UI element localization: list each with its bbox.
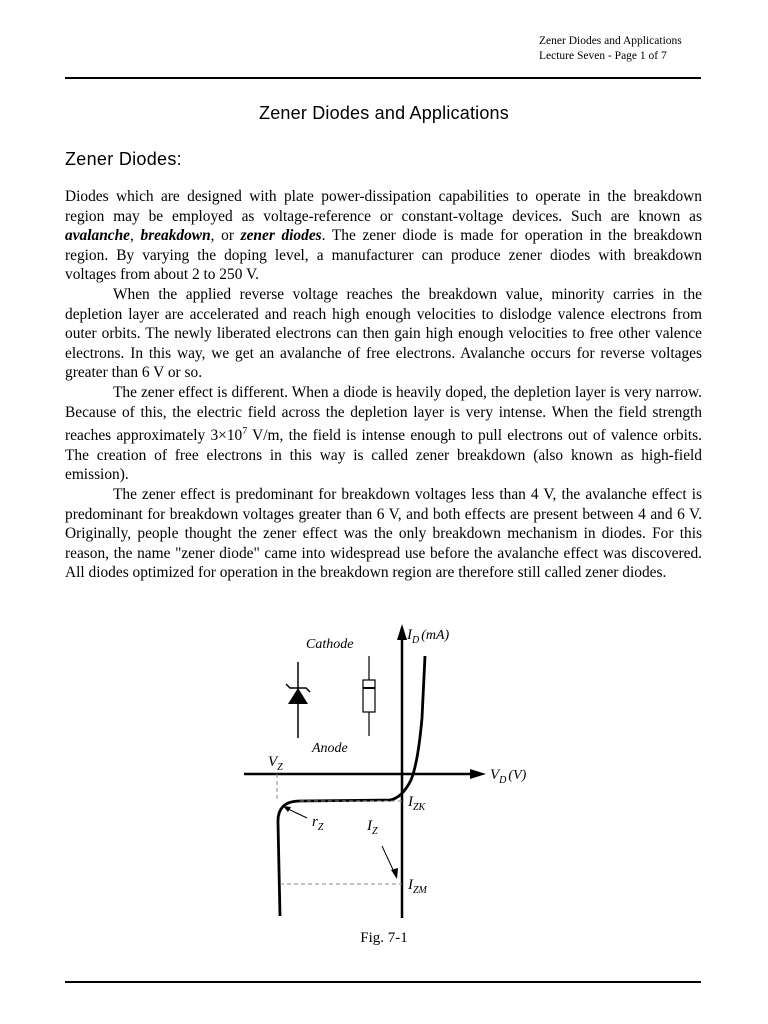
cathode-label: Cathode [306,637,354,652]
p1-sep-1: , [129,227,141,245]
izm-label: $I_{ZM}$ [408,877,427,896]
header-page-number: Lecture Seven - Page 1 of 7 [539,50,667,62]
zener-diode-symbol-icon [286,662,310,738]
paragraph-4: The zener effect is predominant for breakdown voltages less than 4 V, the avalanche effect is predominant for breakdown voltages greater than 6 V, and both effects are present between 4 and 6 V. Originally, people thought the zener effect was the only breakdown mechanism in diodes. For this reason, the name "zener diode" came into widespread use before the avalanche effect was discovered. All diodes optimized for operation in the breakdown region are therefore still called zener diodes. [65,486,702,582]
body-text [65,187,702,583]
vz-label: $V_Z$ [268,754,283,773]
y-axis-arrow [397,624,407,640]
zener-characteristic-figure [230,618,550,938]
p1-text-b: . The zener diode is made for operation in the breakdown region. By varying the doping level, a manufacturer can produce zener diodes with breakdown voltages from about 2 to 250 V. [65,227,703,284]
izk-label: $I_{ZK}$ [408,794,426,813]
p3-text-a: The zener effect is different. When a diode is heavily doped, the depletion layer is very narrow. Because of this, the electric field across the depletion layer is very intense. When the field strength reaches approximately 3×10 [65,383,702,445]
page-header [539,34,739,64]
anode-label: Anode [312,741,348,756]
figure-caption: Fig. 7-1 [360,930,408,946]
rz-label: $r_Z$ [312,814,324,833]
p1-sep-2: , or [210,227,241,245]
term-zener-diodes: zener diodes [240,227,322,245]
rz-arrowhead [283,806,291,812]
term-breakdown: breakdown [140,227,211,245]
term-avalanche: avalanche [65,227,130,245]
section-heading: Zener Diodes: [65,149,182,169]
iz-label: $I_Z$ [367,818,378,837]
page-title: Zener Diodes and Applications [259,103,509,123]
header-doc-title: Zener Diodes and Applications [539,35,682,47]
footer-divider [65,981,701,983]
y-axis-label: $I_D$ (mA) [407,627,450,646]
x-axis-label: $V_D$ (V) [490,767,527,786]
x-axis-arrow [470,769,486,779]
paragraph-2: When the applied reverse voltage reaches the breakdown value, minority carries in the depletion layer are accelerated and reach high enough velocities to dislodge valence electrons from outer orbits. The newly liberated electrons can then gain high enough velocities to free other valence electrons. In this way, we get an avalanche of free electrons. Avalanche occurs for reverse voltages greater than 6 V or so. [65,285,702,382]
iz-arrowhead [391,868,398,879]
paragraph-3 [65,383,702,485]
p1-text-a: Diodes which are designed with plate power-dissipation capabilities to operate in the breakdown region may be employed as voltage-reference or constant-voltage devices. Such are known as [65,188,702,225]
header-divider [65,77,701,79]
exponent: 7 [242,426,248,438]
p3-text-b: V/m, the field is intense enough to pull electrons out of valence orbits. The creation of free electrons in this way is called zener breakdown (also known as high-field emission). [65,427,702,484]
diode-package-icon [363,656,375,736]
paragraph-1 [65,187,702,285]
